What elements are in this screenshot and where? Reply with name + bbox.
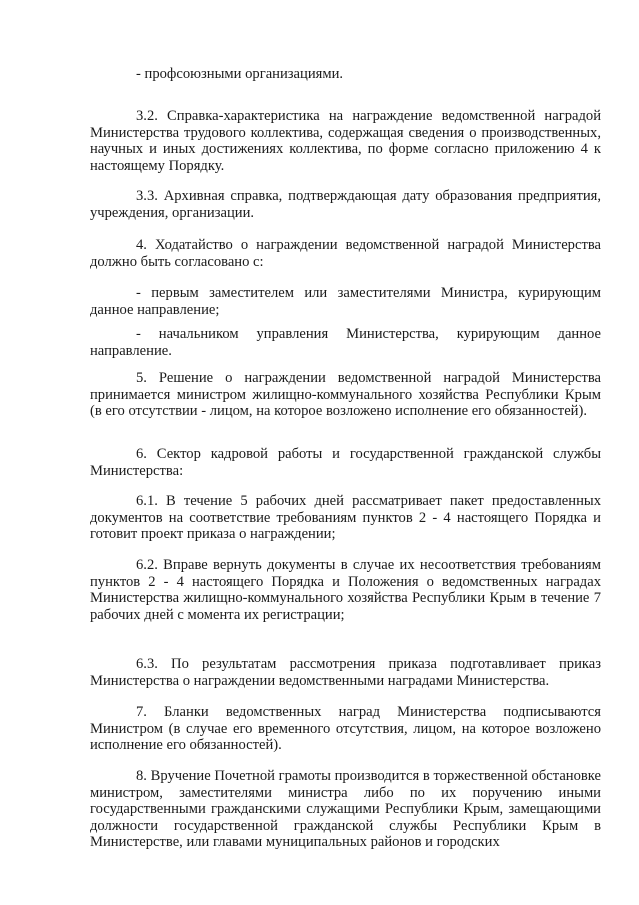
paragraph-6: 6. Сектор кадровой работы и государственной гражданской службы Министерства: <box>90 446 601 479</box>
paragraph-6-2: 6.2. Вправе вернуть документы в случае их несоответствия требованиям пунктов 2 - 4 настоящего Порядка и Положения о ведомственных наградах Министерства жилищно-коммунального хозяйства Республики Крым в течение 7 рабочих дней с момента их регистрации; <box>90 557 601 623</box>
paragraph-3-3: 3.3. Архивная справка, подтверждающая дату образования предприятия, учреждения, организации. <box>90 188 601 221</box>
paragraph-5: 5. Решение о награждении ведомственной наградой Министерства принимается министром жилищно-коммунального хозяйства Республики Крым (в его отсутствии - лицом, на которое возложено исполнение его обязанностей). <box>90 370 601 420</box>
paragraph-6-3: 6.3. По результатам рассмотрения приказа подготавливает приказ Министерства о награждении ведомственными наградами Министерства. <box>90 656 601 689</box>
paragraph-4: 4. Ходатайство о награждении ведомственной наградой Министерства должно быть согласовано с: <box>90 237 601 270</box>
paragraph-trade-unions: - профсоюзными организациями. <box>136 66 344 82</box>
paragraph-4-first-deputy: - первым заместителем или заместителями Министра, курирующим данное направление; <box>90 285 601 318</box>
paragraph-7: 7. Бланки ведомственных наград Министерства подписываются Министром (в случае его временного отсутствия, лицом, на которое возложено исполнение его обязанностей). <box>90 704 601 754</box>
paragraph-6-1: 6.1. В течение 5 рабочих дней рассматривает пакет предоставленных документов на соответствие требованиям пунктов 2 - 4 настоящего Порядка и готовит проект приказа о награждении; <box>90 493 601 543</box>
paragraph-8: 8. Вручение Почетной грамоты производится в торжественной обстановке министром, заместителями министра либо по их поручению иными государственными гражданскими служащими Республики Крым, замещающими должности государственной гражданской службы Республики Крым в Министерстве, или главами муниципальных районов и городских <box>90 768 601 851</box>
paragraph-3-2: 3.2. Справка-характеристика на награждение ведомственной наградой Министерства трудового коллектива, содержащая сведения о производственных, научных и иных достижениях коллектива, по форме согласно приложению 4 к настоящему Порядку. <box>90 108 601 174</box>
paragraph-4-head-of-department: - начальником управления Министерства, курирующим данное направление. <box>90 326 601 359</box>
